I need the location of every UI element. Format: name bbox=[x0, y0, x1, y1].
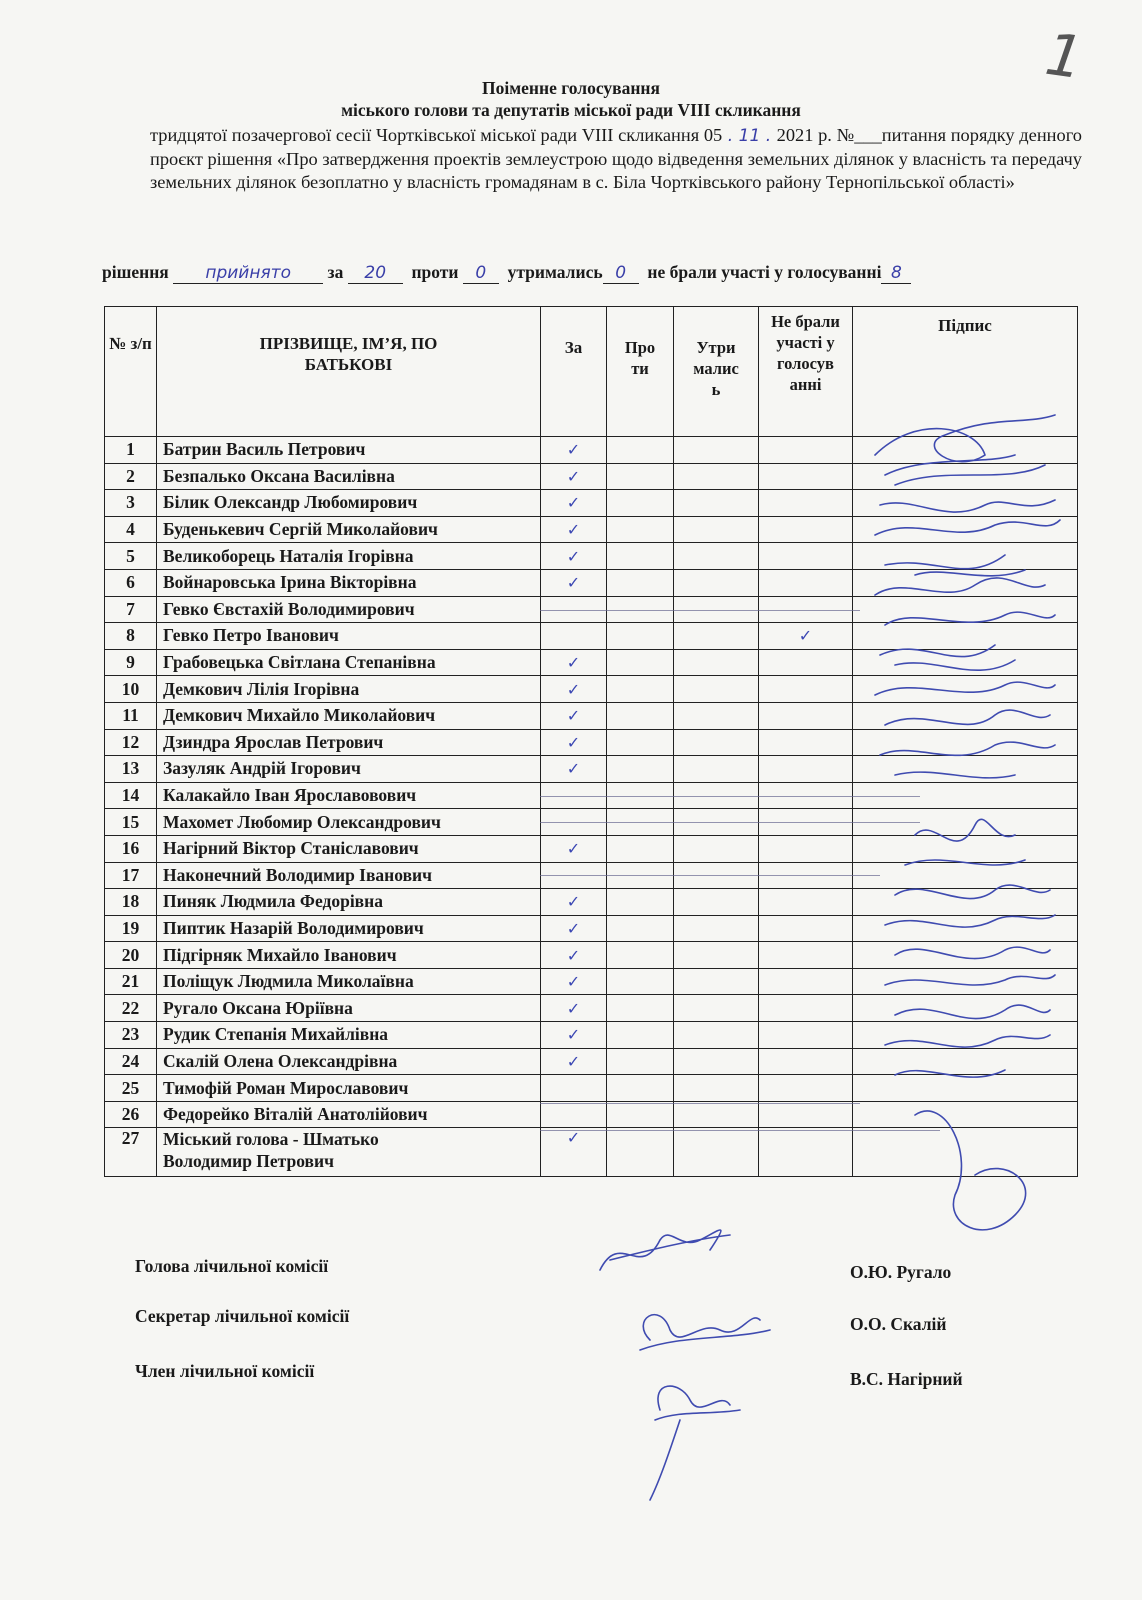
deputy-name: Нагірний Віктор Станіславович bbox=[157, 835, 541, 862]
vote-for-check: ✓ bbox=[541, 463, 607, 490]
deputy-name: Грабовецька Світлана Степанівна bbox=[157, 649, 541, 676]
deputy-name: Великоборець Наталія Ігорівна bbox=[157, 543, 541, 570]
vote-for-check: ✓ bbox=[541, 649, 607, 676]
row-number: 25 bbox=[105, 1075, 157, 1102]
row-number: 1 bbox=[105, 437, 157, 464]
deputy-name: Підгірняк Михайло Іванович bbox=[157, 942, 541, 969]
deputy-name: Наконечний Володимир Іванович bbox=[157, 862, 541, 889]
vote-for-check: ✓ bbox=[541, 835, 607, 862]
deputy-name: Гевко Петро Іванович bbox=[157, 623, 541, 650]
vote-for-check: ✓ bbox=[541, 702, 607, 729]
deputy-name: Тимофій Роман Мирославович bbox=[157, 1075, 541, 1102]
vote-for-check: ✓ bbox=[541, 1048, 607, 1075]
mayor-title-line: Міський голова - Шматько bbox=[163, 1129, 379, 1150]
vote-for-check: ✓ bbox=[541, 437, 607, 464]
not-voted-label: не брали участі у голосуванні bbox=[647, 262, 882, 282]
vote-for-check: ✓ bbox=[541, 729, 607, 756]
deputy-name: Безпалько Оксана Василівна bbox=[157, 463, 541, 490]
header-signature: Підпис bbox=[853, 307, 1078, 437]
commission-signatures bbox=[590, 1210, 800, 1510]
mayor-name-line: Володимир Петрович bbox=[163, 1151, 334, 1172]
row-number: 23 bbox=[105, 1022, 157, 1049]
document-title: Поіменне голосування bbox=[482, 78, 660, 98]
not-voted-check: ✓ bbox=[759, 623, 853, 650]
deputy-name: Зазуляк Андрій Ігорович bbox=[157, 756, 541, 783]
row-number: 7 bbox=[105, 596, 157, 623]
vote-for-check: ✓ bbox=[541, 889, 607, 916]
row-number: 20 bbox=[105, 942, 157, 969]
row-number: 21 bbox=[105, 968, 157, 995]
page-number: 1 bbox=[1041, 19, 1088, 93]
header-number: № з/п bbox=[105, 307, 157, 437]
member-name: В.С. Нагірний bbox=[850, 1369, 963, 1389]
row-number: 10 bbox=[105, 676, 157, 703]
not-voted-count: 8 bbox=[881, 263, 911, 284]
deputy-name bbox=[157, 1128, 541, 1177]
deputy-name: Батрин Василь Петрович bbox=[157, 437, 541, 464]
row-number: 22 bbox=[105, 995, 157, 1022]
deputy-name: Рудик Степанія Михайлівна bbox=[157, 1022, 541, 1049]
deputy-name: Поліщук Людмила Миколаївна bbox=[157, 968, 541, 995]
row-number: 13 bbox=[105, 756, 157, 783]
row-number: 2 bbox=[105, 463, 157, 490]
secretary-name: О.О. Скалій bbox=[850, 1314, 947, 1334]
row-number: 24 bbox=[105, 1048, 157, 1075]
row-number: 27 bbox=[105, 1128, 157, 1177]
deputy-name: Демкович Михайло Миколайович bbox=[157, 702, 541, 729]
absent-strike-line bbox=[540, 610, 860, 611]
deputy-name: Пиптик Назарій Володимирович bbox=[157, 915, 541, 942]
agenda-item-text bbox=[150, 124, 1082, 194]
absent-strike-line bbox=[540, 875, 880, 876]
row-number: 11 bbox=[105, 702, 157, 729]
deputy-name: Буденькевич Сергій Миколайович bbox=[157, 516, 541, 543]
row-number: 15 bbox=[105, 809, 157, 836]
against-label: проти bbox=[411, 262, 459, 282]
for-count: 20 bbox=[348, 263, 403, 284]
abstained-label: утримались bbox=[507, 262, 603, 282]
deputy-name: Дзиндра Ярослав Петрович bbox=[157, 729, 541, 756]
against-count: 0 bbox=[463, 263, 499, 284]
deputy-name: Скалій Олена Олександрівна bbox=[157, 1048, 541, 1075]
deputy-name: Федорейко Віталій Анатолійович bbox=[157, 1101, 541, 1128]
vote-for-check: ✓ bbox=[541, 543, 607, 570]
vote-for-check: ✓ bbox=[541, 569, 607, 596]
deputy-name: Ругало Оксана Юріївна bbox=[157, 995, 541, 1022]
header-for: За bbox=[541, 307, 607, 437]
row-number: 18 bbox=[105, 889, 157, 916]
handwritten-date: . 11 . bbox=[722, 126, 777, 146]
chair-label: Голова лічильної комісії bbox=[135, 1256, 329, 1276]
session-text: тридцятої позачергової сесії Чортківської міської ради VIII скликання 05 bbox=[150, 125, 723, 145]
vote-for-check: ✓ bbox=[541, 1022, 607, 1049]
deputy-name: Войнаровська Ірина Вікторівна bbox=[157, 569, 541, 596]
draft-decision-text: 2021 р. №___питання порядку денного проєкт рішення «Про затвердження проектів землеустрою щодо відведення земельних ділянок у власність та передачу земельних ділянок безоплатно у власність громадянам в с. Біла Чортківського району Тернопільської області» bbox=[150, 125, 1082, 192]
header-not-voted: Не брали участі у голосув анні bbox=[759, 307, 853, 437]
row-number: 9 bbox=[105, 649, 157, 676]
row-number: 26 bbox=[105, 1101, 157, 1128]
vote-for-check: ✓ bbox=[541, 942, 607, 969]
chair-name: О.Ю. Ругало bbox=[850, 1262, 952, 1282]
document-subtitle: міського голови та депутатів міської ради VIII скликання bbox=[341, 100, 801, 120]
decision-label: рішення bbox=[102, 262, 169, 282]
vote-for-check: ✓ bbox=[541, 516, 607, 543]
row-number: 5 bbox=[105, 543, 157, 570]
decision-value: прийнято bbox=[173, 263, 323, 284]
row-number: 3 bbox=[105, 490, 157, 517]
signature-scribbles bbox=[855, 395, 1070, 1255]
deputy-name: Білик Олександр Любомирович bbox=[157, 490, 541, 517]
deputy-name: Гевко Євстахій Володимирович bbox=[157, 596, 541, 623]
absent-strike-line bbox=[540, 1103, 860, 1104]
for-label: за bbox=[327, 262, 344, 282]
deputy-name: Махомет Любомир Олександрович bbox=[157, 809, 541, 836]
row-number: 12 bbox=[105, 729, 157, 756]
row-number: 19 bbox=[105, 915, 157, 942]
row-number: 8 bbox=[105, 623, 157, 650]
header-against: Про ти bbox=[607, 307, 674, 437]
decision-summary bbox=[102, 262, 1092, 284]
vote-for-check: ✓ bbox=[541, 1128, 607, 1177]
vote-for-check: ✓ bbox=[541, 995, 607, 1022]
row-number: 17 bbox=[105, 862, 157, 889]
vote-for-check: ✓ bbox=[541, 490, 607, 517]
abstained-count: 0 bbox=[603, 263, 639, 284]
header-name: ПРІЗВИЩЕ, ІМ’Я, ПО БАТЬКОВІ bbox=[157, 307, 541, 437]
secretary-label: Секретар лічильної комісії bbox=[135, 1306, 350, 1326]
deputy-name: Демкович Лілія Ігорівна bbox=[157, 676, 541, 703]
row-number: 6 bbox=[105, 569, 157, 596]
deputy-name: Пиняк Людмила Федорівна bbox=[157, 889, 541, 916]
vote-for-check: ✓ bbox=[541, 915, 607, 942]
row-number: 14 bbox=[105, 782, 157, 809]
row-number: 16 bbox=[105, 835, 157, 862]
vote-for-check: ✓ bbox=[541, 968, 607, 995]
vote-for-check: ✓ bbox=[541, 756, 607, 783]
vote-for-check: ✓ bbox=[541, 676, 607, 703]
deputy-name: Калакайло Іван Ярославовович bbox=[157, 782, 541, 809]
header-abstained: Утри малис ь bbox=[674, 307, 759, 437]
member-label: Член лічильної комісії bbox=[135, 1361, 315, 1381]
row-number: 4 bbox=[105, 516, 157, 543]
